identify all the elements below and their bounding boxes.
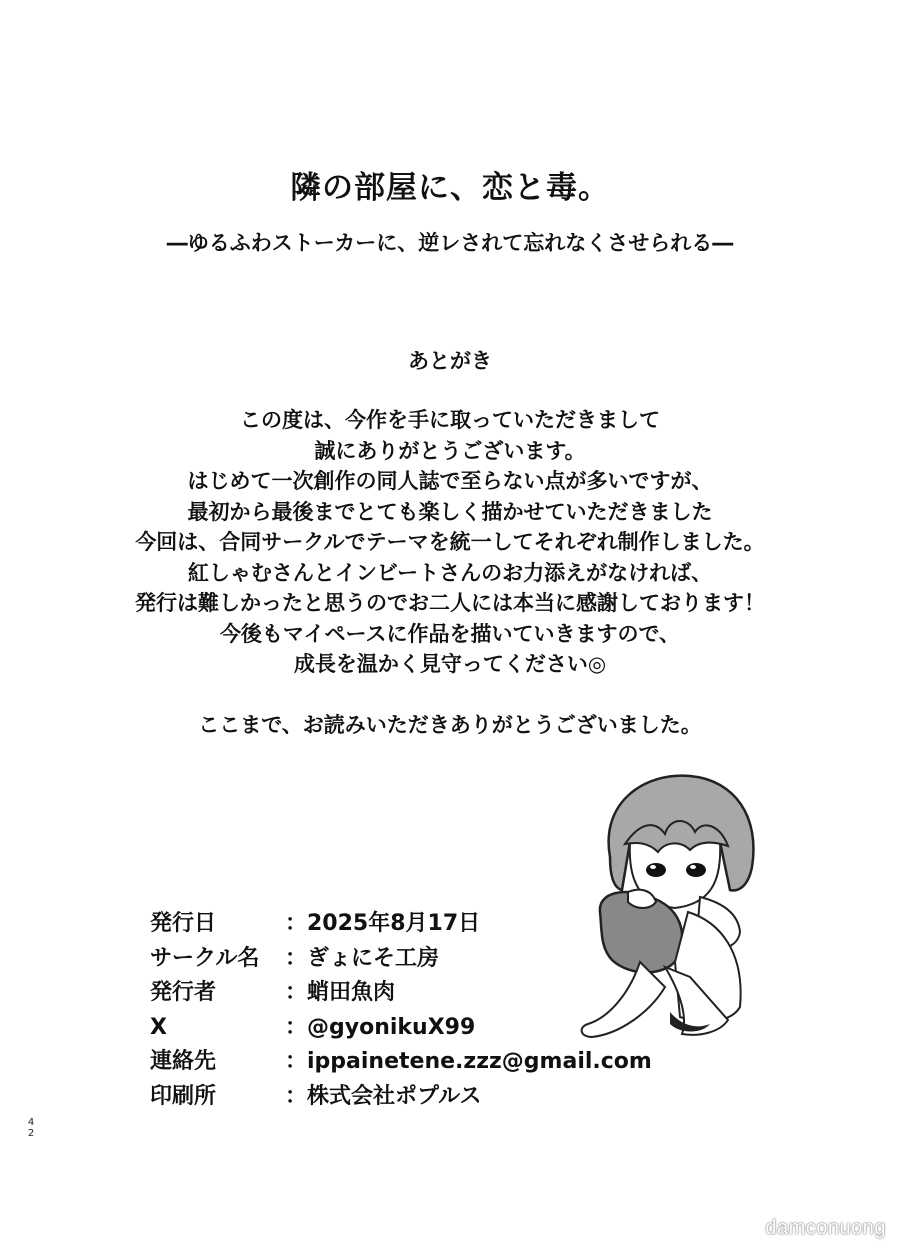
colophon-value: ：ippainetene.zzz@gmail.com [285,1049,652,1075]
afterword-closing: ここまで、お読みいただきありがとうございました。 [198,713,702,737]
colophon-label: サークル名 [150,945,260,971]
page-number-digit: 4 [27,1117,35,1128]
page-number-digit: 2 [27,1128,35,1139]
colophon-label: 連絡先 [150,1049,217,1075]
afterword-line: 今回は、合同サークルでテーマを統一してそれぞれ制作しました。 [135,530,765,554]
colophon-row-circle-name [150,942,710,977]
afterword-line: 発行は難しかったと思うのでお二人には本当に感謝しております！ [135,591,765,615]
colophon-label: X [150,1014,167,1040]
colophon-value: ：@gyonikuX99 [285,1014,476,1040]
colophon-row-contact [150,1045,710,1080]
page-number [26,1117,36,1139]
afterword-line: この度は、今作を手に取っていただきまして [240,408,660,432]
colophon-row-publish-date [150,907,710,942]
afterword-line: 最初から最後までとても楽しく描かせていただきました [187,499,713,524]
colophon-label: 発行者 [150,980,217,1006]
book-title: 隣の部屋に、恋と毒。 [290,170,610,206]
colophon-value: ：2025年8月17日 [285,911,481,936]
colophon-label: 発行日 [150,911,217,936]
colophon-value: ：蛸田魚肉 [285,980,396,1006]
book-subtitle: ―ゆるふわストーカーに、逆レされて忘れなくさせられる― [166,231,734,255]
colophon-value: ：ぎょにそ工房 [285,945,440,971]
afterword-body [0,405,900,680]
colophon-label: 印刷所 [150,1083,217,1109]
afterword-line: 今後もマイペースに作品を描いていきますので、 [219,621,681,646]
afterword-line: 紅しゃむさんとインビートさんのお力添えがなければ、 [187,560,713,585]
colophon [150,907,710,1115]
colophon-row-publisher [150,976,710,1011]
afterword-heading: あとがき [408,349,492,373]
colophon-row-printer [150,1080,710,1115]
afterword-line: 誠にありがとうございます。 [314,438,586,463]
afterword-line: 成長を温かく見守ってください◎ [293,652,607,676]
afterword-line: はじめて一次創作の同人誌で至らない点が多いですが、 [187,469,713,493]
colophon-row-x-account [150,1011,710,1046]
colophon-value: ：株式会社ポプルス [285,1083,482,1109]
watermark: damconuong [765,1217,886,1239]
